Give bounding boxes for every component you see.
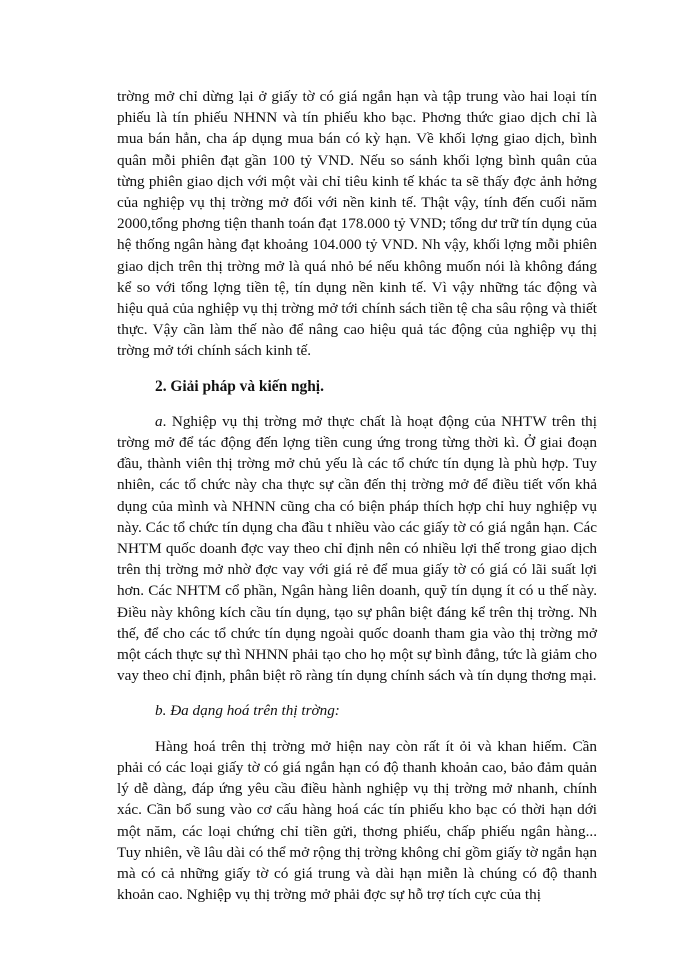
paragraph-open-market-volume: trờng mở chỉ dừng lại ở giấy tờ có giá ngắn hạn và tập trung vào hai loại tín phiếu là tín phiếu NHNN và tín phiếu kho bạc. Phơng thức giao dịch chỉ là mua bán hẳn, cha áp dụng mua bán có kỳ hạn. Về khối lợng giao dịch, bình quân mỗi phiên đạt gần 100 tỷ VND. Nếu so sánh khối lợng bình quân của từng phiên giao dịch với một vài chỉ tiêu kinh tế khác ta sẽ thấy đợc ảnh hởng của nghiệp vụ thị trờng mở đối với nền kinh tế. Thật vậy, tính đến cuối năm 2000,tổng phơng tiện thanh toán đạt 178.000 tỷ VND; tổng dư trữ tín dụng của hệ thống ngân hàng đạt khoảng 104.000 tỷ VND. Nh vậy, khối lợng mỗi phiên giao dịch trên thị trờng mở là quá nhỏ bé nếu không muốn nói là không đáng kể so với tổng lợng tiền tệ, tín dụng nền kinh tế. Vì vậy những tác động và hiệu quả của nghiệp vụ thị trờng mở tới chính sách tiền tệ cha sâu rộng và thiết thực. Vậy cần làm thế nào để nâng cao hiệu quả tác động của nghiệp vụ thị trờng mở tới chính sách kinh tế.: [117, 88, 598, 360]
document-page: [117, 86, 597, 905]
spacer: [117, 362, 597, 376]
paragraph-market-goods: Hàng hoá trên thị trờng mở hiện nay còn rất ít ỏi và khan hiếm. Cần phải có các loại giấy tờ có giá ngắn hạn có độ thanh khoản cao, bảo đảm quản lý dễ dàng, đáp ứng yêu cầu điều hành nghiệp vụ thị trờng mở nhanh, chính xác. Cần bổ sung vào cơ cấu hàng hoá các tín phiếu kho bạc có thời hạn dới một năm, các loại chứng chỉ tiền gửi, thơng phiếu, chấp phiếu ngân hàng... Tuy nhiên, về lâu dài có thể mở rộng thị trờng không chỉ gồm giấy tờ ngắn hạn mà có cả những giấy tờ có giá trung và dài hạn miễn là chúng có độ thanh khoản cao. Nghiệp vụ thị trờng mở phải đợc sự hỗ trợ tích cực của thị: [117, 737, 597, 904]
spacer: [117, 722, 597, 736]
subsection-a-marker: a: [155, 412, 163, 430]
paragraph-subsection-a: [117, 411, 597, 687]
subsection-a-text: . Nghiệp vụ thị trờng mở thực chất là hoạt động của NHTW trên thị trờng mở để tác động đến lợng tiền cung ứng trong từng thời kì. Ở giai đoạn đầu, thành viên thị trờng mở chủ yếu là các tổ chức tín dụng là phù hợp. Tuy nhiên, các tổ chức này cha thực sự cần đến thị trờng mở để điều tiết vốn khả dụng của mình và NHNN cũng cha có biện pháp thích hợp chỉ huy nghiệp vụ này. Các tổ chức tín dụng cha đầu t nhiều vào các giấy tờ có giá ngắn hạn. Các NHTM quốc doanh đợc vay theo chỉ định nên có nhiều lợi thế trong giao dịch trên thị trờng mở nhờ đợc vay với giá rẻ để mua giấy tờ có giá có lãi suất lợi hơn. Các NHTM cổ phần, Ngân hàng liên doanh, quỹ tín dụng ít có u thế này. Điều này không kích cầu tín dụng, tạo sự phân biệt đáng kể trên thị trờng. Nh thế, để cho các tổ chức tín dụng ngoài quốc doanh tham gia vào thị trờng mở một cách thực sự thì NHNN phải tạo cho họ một sự bình đẳng, tức là giảm cho vay theo chỉ định, phân biệt rõ ràng tín dụng chính sách và tín dụng thơng mại.: [117, 412, 597, 685]
subsection-b-heading: b. Đa dạng hoá trên thị trờng:: [155, 702, 340, 720]
spacer: [117, 686, 597, 700]
spacer: [117, 397, 597, 411]
section-heading-solutions: 2. Giải pháp và kiến nghị.: [155, 377, 324, 395]
